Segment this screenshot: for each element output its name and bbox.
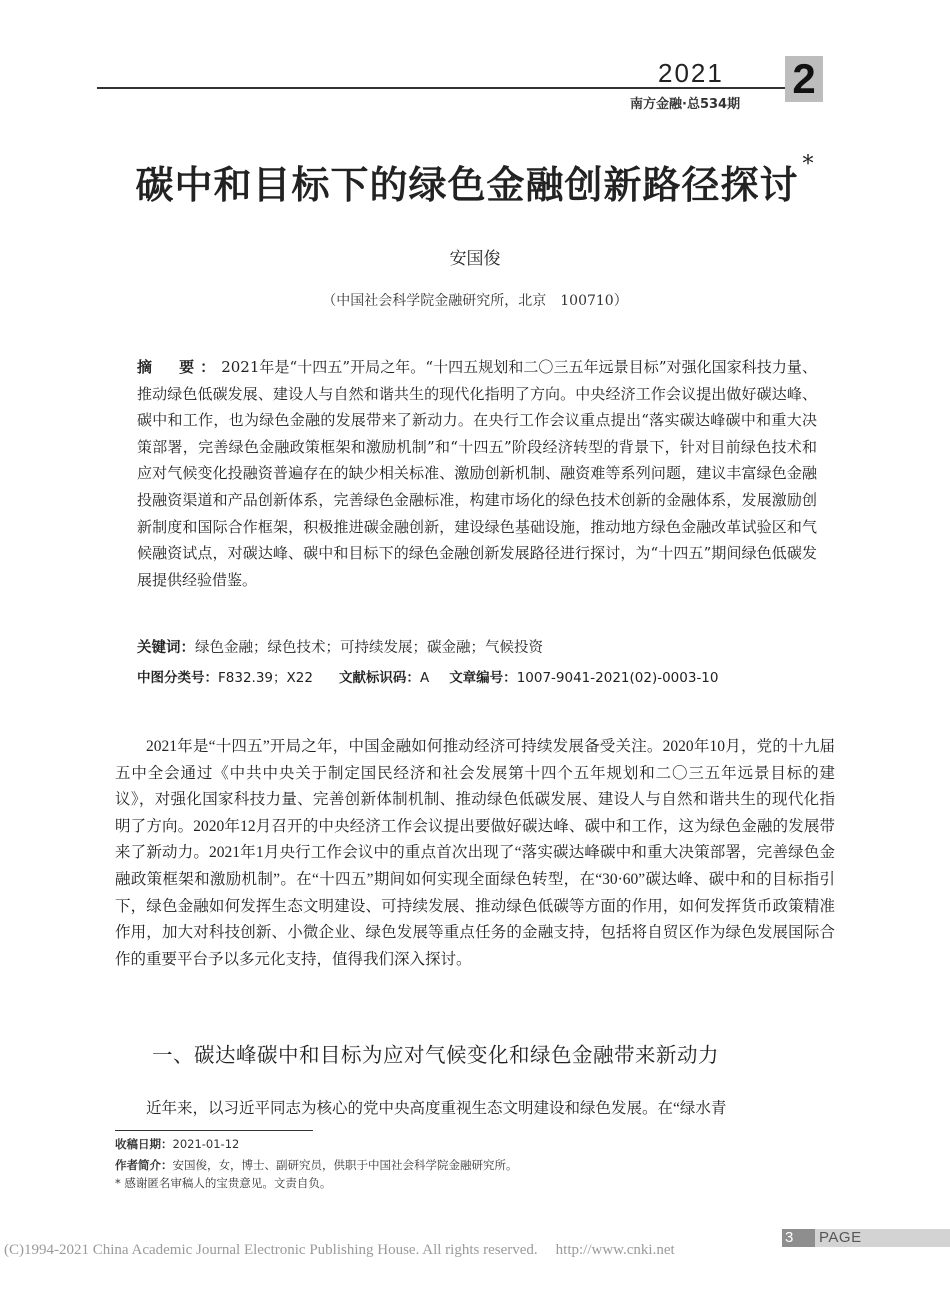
abstract-label: 摘 要： [137,358,222,376]
journal-issue-info: 南方金融·总534期 [630,97,741,112]
body-paragraph-section1: 近年来，以习近平同志为核心的党中央高度重视生态文明建设和绿色发展。在“绿水青 [146,1100,727,1117]
cnki-url: http://www.cnki.net [555,1242,675,1258]
page-label: PAGE [815,1229,950,1247]
keywords [137,636,827,657]
author-bio-label: 作者简介： [115,1158,173,1172]
copyright-text: (C)1994-2021 China Academic Journal Electronic Publishing House. All rights reserved. [4,1242,538,1258]
copyright-watermark [4,1242,675,1259]
issue-number-badge: 2 [785,56,823,102]
article-title-text: 碳中和目标下的绿色金融创新路径探讨 [135,162,799,207]
footnote-author-bio [115,1157,518,1173]
header-rule [97,87,795,89]
page-number: 3 [782,1229,815,1247]
abstract-text: 2021年是“十四五”开局之年。“十四五规划和二〇三五年远景目标”对强化国家科技力量、推动绿色低碳发展、建设人与自然和谐共生的现代化指明了方向。中央经济工作会议提出做好碳达峰、碳中和工作，也为绿色金融的发展带来了新动力。在央行工作会议重点提出“落实碳达峰碳中和重大决策部署，完善绿色金融政策框架和激励机制”和“十四五”阶段经济转型的背景下，针对目前绿色技术和应对气候变化投融资普遍存在的缺少相关标准、激励创新机制、融资难等系列问题，建议丰富绿色金融投融资渠道和产品创新体系，完善绿色金融标准，构建市场化的绿色技术创新的金融体系，发展激励创新制度和国际合作框架，积极推进碳金融创新，建设绿色基础设施，推动地方绿色金融改革试验区和气候融资试点，对碳达峰、碳中和目标下的绿色金融创新发展路径进行探讨，为“十四五”期间绿色低碳发展提供经验借鉴。 [137,358,817,589]
article-no-label: 文章编号： [449,670,517,686]
title-footnote-mark: * [802,152,815,177]
received-date: 2021-01-12 [172,1137,240,1151]
clc-label: 中图分类号： [137,670,218,686]
article-title [0,154,950,209]
keywords-label: 关键词： [137,640,195,656]
section-heading-1: 一、碳达峰碳中和目标为应对气候变化和绿色金融带来新动力 [152,1043,719,1067]
received-label: 收稿日期： [115,1137,173,1151]
journal-year: 2021 [658,58,724,88]
footnote-thanks: * 感谢匿名审稿人的宝贵意见。文责自负。 [115,1176,332,1190]
doc-code-label: 文献标识码： [338,670,420,686]
author-affiliation: （中国社会科学院金融研究所，北京 100710） [322,293,628,309]
doc-code-value: A [419,670,430,686]
classification-line [137,666,837,686]
article-no-value: 1007-9041-2021(02)-0003-10 [516,670,719,686]
keywords-text: 绿色金融；绿色技术；可持续发展；碳金融；气候投资 [195,640,543,656]
footnote-received [115,1136,239,1152]
clc-value: F832.39；X22 [218,670,313,686]
author-bio-text: 安国俊，女，博士、副研究员，供职于中国社会科学院金融研究所。 [172,1158,518,1172]
abstract [137,354,817,593]
article-author: 安国俊 [449,249,501,269]
body-paragraph-intro: 2021年是“十四五”开局之年，中国金融如何推动经济可持续发展备受关注。2020年10月，党的十九届五中全会通过《中共中央关于制定国民经济和社会发展第十四个五年规划和二〇三五年远景目标的建议》，对强化国家科技力量、完善创新体制机制、推动绿色低碳发展、建设人与自然和谐共生的现代化指明了方向。2020年12月召开的中央经济工作会议提出要做好碳达峰、碳中和工作，这为绿色金融的发展带来了新动力。2021年1月央行工作会议中的重点首次出现了“落实碳达峰碳中和重大决策部署，完善绿色金融政策框架和激励机制”。在“十四五”期间如何实现全面绿色转型，在“30·60”碳达峰、碳中和的目标指引下，绿色金融如何发挥生态文明建设、可持续发展、推动绿色低碳等方面的作用，如何发挥货币政策精准作用，加大对科技创新、小微企业、绿色发展等重点任务的金融支持，包括将自贸区作为绿色发展国际合作的重要平台予以多元化支持，值得我们深入探讨。 [115,738,835,968]
footnote-rule [115,1130,313,1131]
